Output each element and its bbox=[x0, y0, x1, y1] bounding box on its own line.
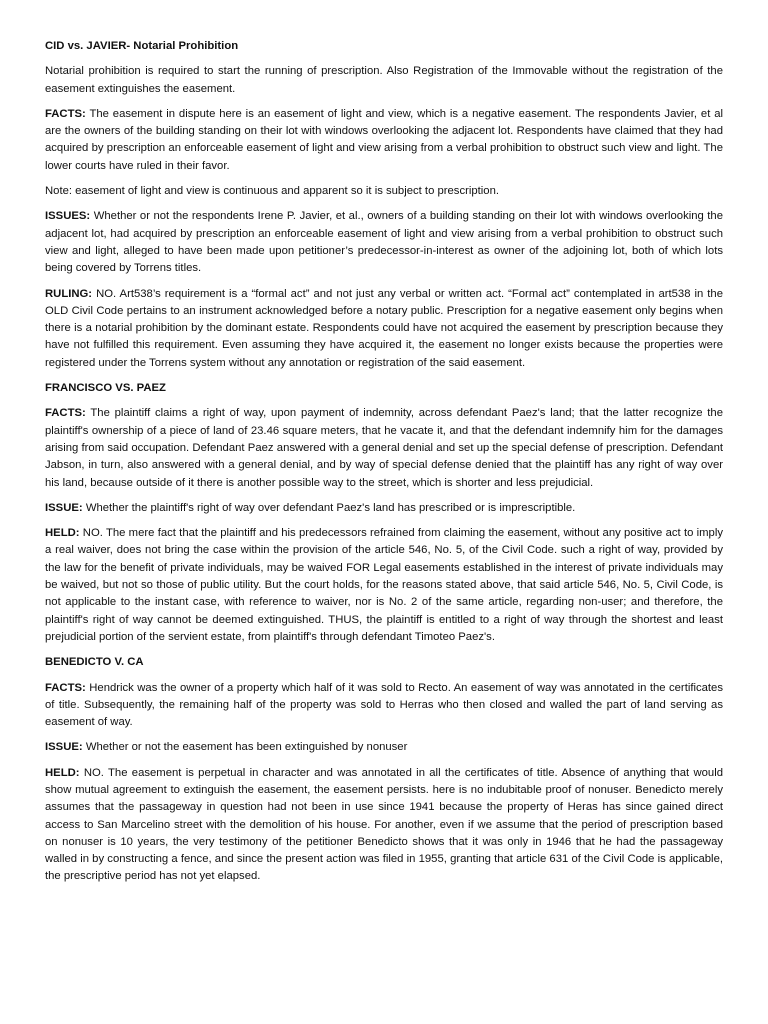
ruling-text: NO. Art538’s requirement is a “formal act” and not just any verbal or written act. “Formal act” contemplated in art538 in the OLD Civil Code pertains to an instrument acknowledged before a notary public. Prescription for a negative easement only begins when there is a notarial prohibition by the dominant estate. Respondents could have not acquired the easement by prescription because they have not fulfilled this requirement. Even assuming they have acquired it, the easement no longer exists because the properties were registered under the Torrens system without any annotation or registration of the said easement. bbox=[45, 287, 723, 369]
note-paragraph: Note: easement of light and view is continuous and apparent so it is subject to prescription. bbox=[45, 185, 500, 198]
facts-text: Hendrick was the owner of a property which half of it was sold to Recto. An easement of way was annotated in the certificates of title. Subsequently, the remaining half of the property was sold to Herras who then closed and walled the part of land serving as easement of way. bbox=[45, 681, 723, 729]
issues-text: Whether or not the respondents Irene P. Javier, et al., owners of a building standing on their lot with windows overlooking the adjacent lot, had acquired by prescription an enforceable easement of light and view arising from a verbal prohibition to obstruct such view and light, alleged to have been made upon petitioner’s predecessor-in-interest as owner of the adjoining lot, both of which lots being covered by Torrens titles. bbox=[45, 210, 724, 275]
held-paragraph bbox=[45, 525, 723, 646]
issues-label: ISSUES: bbox=[45, 210, 91, 223]
facts-paragraph bbox=[45, 405, 723, 491]
held-text: NO. The mere fact that the plaintiff and his predecessors refrained from claiming the easement, without any positive act to imply a real waiver, does not bring the case within the provision of the article 546, No. 5, of the Civil Code. such a right of way, provided by the law for the benefit of private individuals, may be waived FOR Legal easements established in the interest of private individuals may be waived, but not so those of public utility. But the court holds, for the reasons stated above, that said article 546, No. 5, Civil Code, is not applicable to the instant case, with reference to waiver, nor is No. 2 of the same article, regarding non-user; and therefore, the plaintiff's right of way cannot be deemed extinguished. THUS, the plaintiff is entitled to a right of way through the shortest and least prejudicial portion of the servient estate, from plaintiff's through defendant Timoteo Paez's. bbox=[45, 527, 724, 643]
ruling-label: RULING: bbox=[45, 287, 93, 300]
held-paragraph bbox=[45, 765, 723, 886]
facts-text: The plaintiff claims a right of way, upon payment of indemnity, across defendant Paez's land; that the latter recognize the plaintiff's ownership of a piece of land of 23.46 square meters, that he vacate it, and that the defendant indemnify him for the damages arising from said occupation. Defendant Paez answered with a general denial and set up the special defense of prescription. Defendant Jabson, in turn, also answered with a general denial, and by way of special defense denied that the plaintiff has any right of way over his land, because outside of it there is another possible way to the street, which is shorter and less prejudicial. bbox=[45, 407, 723, 489]
issue-paragraph bbox=[45, 500, 723, 517]
issue-label: ISSUE: bbox=[45, 741, 83, 754]
ruling-paragraph bbox=[45, 286, 723, 372]
facts-text: The easement in dispute here is an easement of light and view, which is a negative easement. The respondents Javier, et al are the owners of the building standing on their lot with windows overlooking the adjacent lot. Respondents have claimed that they had acquired by prescription an enforceable easement of light and view arising from a verbal prohibition to obstruct such view and light. The lower courts have ruled in their favor. bbox=[45, 107, 724, 172]
facts-paragraph bbox=[45, 106, 723, 175]
facts-label: FACTS: bbox=[45, 107, 86, 120]
case-title-francisco-vs-paez: FRANCISCO VS. PAEZ bbox=[45, 382, 166, 395]
issue-text: Whether the plaintiff's right of way over defendant Paez's land has prescribed or is imprescriptible. bbox=[85, 501, 576, 514]
case-intro: Notarial prohibition is required to start the running of prescription. Also Registration of the Immovable without the registration of the easement extinguishes the easement. bbox=[45, 65, 723, 95]
held-text: NO. The easement is perpetual in character and was annotated in all the certificates of title. Absence of anything that would show mutual agreement to extinguish the easement, the easement persists. here is no indubitable proof of nonuser. Benedicto merely assumes that the passageway in question had not been in use since 1941 because the property of Heras has since gained direct access to San Marcelino street with the demolition of his house. For another, even if we assume that the period of prescription based on nonuser is 10 years, the very testimony of the petitioner Benedicto shows that it was only in 1946 that he had the passageway walled in by constructing a fence, and since the present action was filed in 1955, granting that article 631 of the Civil Code is applicable, the prescriptive period has not yet elapsed. bbox=[45, 766, 723, 883]
issues-paragraph bbox=[45, 208, 723, 277]
held-label: HELD: bbox=[45, 766, 80, 779]
issue-paragraph bbox=[45, 739, 723, 756]
facts-label: FACTS: bbox=[45, 407, 86, 420]
issue-label: ISSUE: bbox=[45, 501, 83, 514]
case-title-cid-vs-javier: CID vs. JAVIER- Notarial Prohibition bbox=[45, 40, 239, 52]
facts-label: FACTS: bbox=[45, 681, 86, 694]
held-label: HELD: bbox=[45, 527, 80, 540]
case-title-benedicto-v-ca: BENEDICTO V. CA bbox=[45, 656, 144, 669]
issue-text: Whether or not the easement has been extinguished by nonuser bbox=[85, 741, 408, 754]
facts-paragraph bbox=[45, 680, 723, 732]
